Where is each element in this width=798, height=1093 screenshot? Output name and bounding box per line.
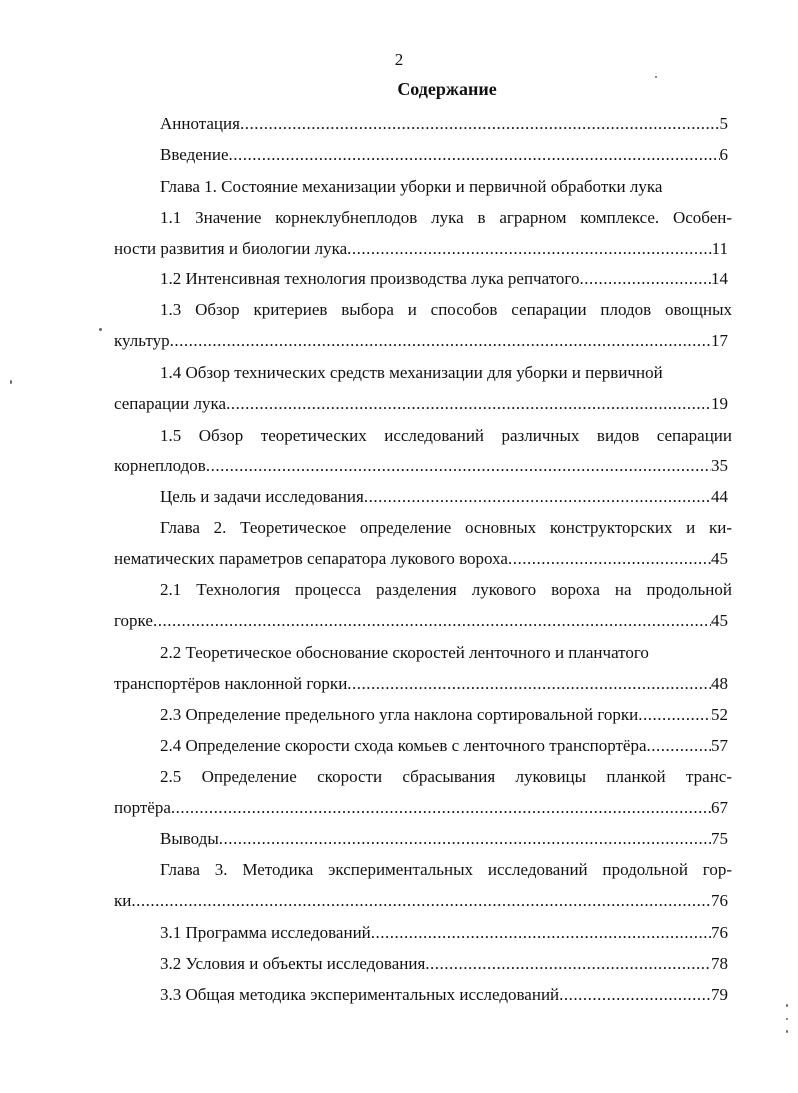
- toc-entry-text: ки: [114, 891, 132, 910]
- toc-entry-text: горке: [114, 611, 153, 630]
- scan-speck: [99, 328, 102, 331]
- toc-dot-leader: [219, 828, 711, 850]
- toc-dot-leader: [347, 238, 711, 260]
- toc-dot-leader: [508, 548, 711, 570]
- toc-entry-wrapped: [160, 207, 732, 229]
- toc-entry: [114, 455, 728, 477]
- toc-dot-leader: [131, 890, 711, 912]
- toc-dot-leader: [364, 486, 711, 508]
- toc-entry-text: 2.4 Определение скорости схода комьев с ленточного транспортёра: [160, 736, 647, 755]
- toc-entry-page: 6: [719, 145, 728, 164]
- toc-entry-page: 35: [711, 456, 728, 475]
- toc-entry-text: 3.1 Программа исследований: [160, 923, 371, 942]
- toc-entry: [114, 797, 728, 819]
- toc-entry-text: Цель и задачи исследования: [160, 487, 364, 506]
- toc-entry-text: транспортёров наклонной горки: [114, 674, 348, 693]
- toc-entry-text: нематических параметров сепаратора лукового вороха: [114, 549, 508, 568]
- toc-entry-text: Аннотация: [160, 114, 240, 133]
- toc-dot-leader: [170, 330, 711, 352]
- toc-entry: [114, 890, 728, 912]
- toc-entry-wrapped: [160, 766, 732, 788]
- toc-entry-text: 2.5 Определение скорости сбрасывания луковицы планкой транс-: [160, 767, 732, 786]
- toc-entry: [160, 486, 728, 508]
- toc-entry-page: 45: [711, 549, 728, 568]
- toc-dot-leader: [171, 797, 711, 819]
- toc-entry-page: 17: [711, 331, 728, 350]
- toc-entry: [160, 922, 728, 944]
- toc-entry-page: 79: [711, 985, 728, 1004]
- toc-entry-text: 1.5 Обзор теоретических исследований различных видов сепарации: [160, 426, 732, 445]
- toc-dot-leader: [579, 268, 711, 290]
- toc-chapter-heading: [160, 859, 732, 881]
- toc-entry-text: Глава 1. Состояние механизации уборки и первичной обработки лука: [160, 177, 663, 196]
- toc-entry: [160, 735, 728, 757]
- scan-speck: [786, 1004, 788, 1007]
- toc-entry: [160, 984, 728, 1006]
- toc-entry-page: 19: [711, 394, 728, 413]
- toc-entry: [114, 673, 728, 695]
- toc-entry: [114, 393, 728, 415]
- toc-entry: [114, 610, 728, 632]
- toc-entry-text: портёра: [114, 798, 171, 817]
- toc-entry-page: 45: [711, 611, 728, 630]
- toc-entry: [160, 113, 728, 135]
- toc-dot-leader: [206, 455, 711, 477]
- toc-entry-text: 1.2 Интенсивная технология производства лука репчатого: [160, 269, 580, 288]
- toc-entry-text: Выводы: [160, 829, 219, 848]
- toc-entry-wrapped: [160, 642, 732, 664]
- toc-entry-page: 48: [711, 674, 728, 693]
- toc-entry: [114, 548, 728, 570]
- toc-entry-wrapped: [160, 362, 732, 384]
- toc-chapter-heading: [160, 176, 738, 198]
- toc-entry-page: 52: [711, 705, 728, 724]
- scan-speck: [655, 76, 657, 78]
- toc-dot-leader: [229, 144, 720, 166]
- toc-dot-leader: [347, 673, 711, 695]
- toc-entry-text: Глава 3. Методика экспериментальных исследований продольной гор-: [160, 860, 732, 879]
- toc-dot-leader: [226, 393, 711, 415]
- toc-entry: [114, 330, 728, 352]
- page-number: 2: [394, 50, 404, 69]
- toc-chapter-heading: [160, 517, 732, 539]
- toc-dot-leader: [559, 984, 711, 1006]
- toc-entry: [160, 144, 728, 166]
- toc-entry-page: 67: [711, 798, 728, 817]
- toc-dot-leader: [425, 953, 711, 975]
- toc-entry-text: 2.2 Теоретическое обоснование скоростей ленточного и планчатого: [160, 643, 649, 662]
- scan-speck: [10, 380, 12, 384]
- toc-entry-text: 3.3 Общая методика экспериментальных исследований: [160, 985, 560, 1004]
- toc-entry-text: 1.4 Обзор технических средств механизации для уборки и первичной: [160, 363, 663, 382]
- toc-entry: [114, 238, 728, 260]
- toc-entry-text: 2.3 Определение предельного угла наклона сортировальной горки: [160, 705, 639, 724]
- toc-dot-leader: [371, 922, 711, 944]
- scan-speck: [786, 1018, 788, 1020]
- toc-entry-page: 76: [711, 891, 728, 910]
- toc-entry-wrapped: [160, 425, 732, 447]
- toc-entry-text: 1.3 Обзор критериев выбора и способов сепарации плодов овощных: [160, 300, 732, 319]
- toc-dot-leader: [646, 735, 711, 757]
- toc-entry-wrapped: [160, 299, 732, 321]
- toc-entry-text: 1.1 Значение корнеклубнеплодов лука в аграрном комплексе. Особен-: [160, 208, 732, 227]
- toc-entry-page: 57: [711, 736, 728, 755]
- scan-speck: [786, 1030, 788, 1033]
- toc-entry: [160, 828, 728, 850]
- toc-entry-page: 5: [719, 114, 728, 133]
- toc-title: Содержание: [397, 79, 497, 99]
- toc-entry-text: культур: [114, 331, 170, 350]
- toc-entry-page: 11: [711, 239, 728, 258]
- toc-entry-page: 14: [711, 269, 728, 288]
- toc-entry-text: ности развития и биологии лука: [114, 239, 348, 258]
- toc-entry-page: 44: [711, 487, 728, 506]
- toc-entry-text: Глава 2. Теоретическое определение основных конструкторских и ки-: [160, 518, 732, 537]
- toc-entry-text: сепарации лука: [114, 394, 227, 413]
- toc-entry: [160, 953, 728, 975]
- toc-entry: [160, 704, 728, 726]
- toc-dot-leader: [240, 113, 720, 135]
- toc-entry: [160, 268, 728, 290]
- toc-dot-leader: [638, 704, 711, 726]
- toc-entry-page: 76: [711, 923, 728, 942]
- toc-entry-text: Введение: [160, 145, 229, 164]
- toc-entry-page: 78: [711, 954, 728, 973]
- toc-entry-text: 2.1 Технология процесса разделения лукового вороха на продольной: [160, 580, 732, 599]
- toc-entry-wrapped: [160, 579, 732, 601]
- toc-entry-page: 75: [711, 829, 728, 848]
- toc-dot-leader: [153, 610, 711, 632]
- toc-entry-text: 3.2 Условия и объекты исследования: [160, 954, 426, 973]
- toc-entry-text: корнеплодов: [114, 456, 206, 475]
